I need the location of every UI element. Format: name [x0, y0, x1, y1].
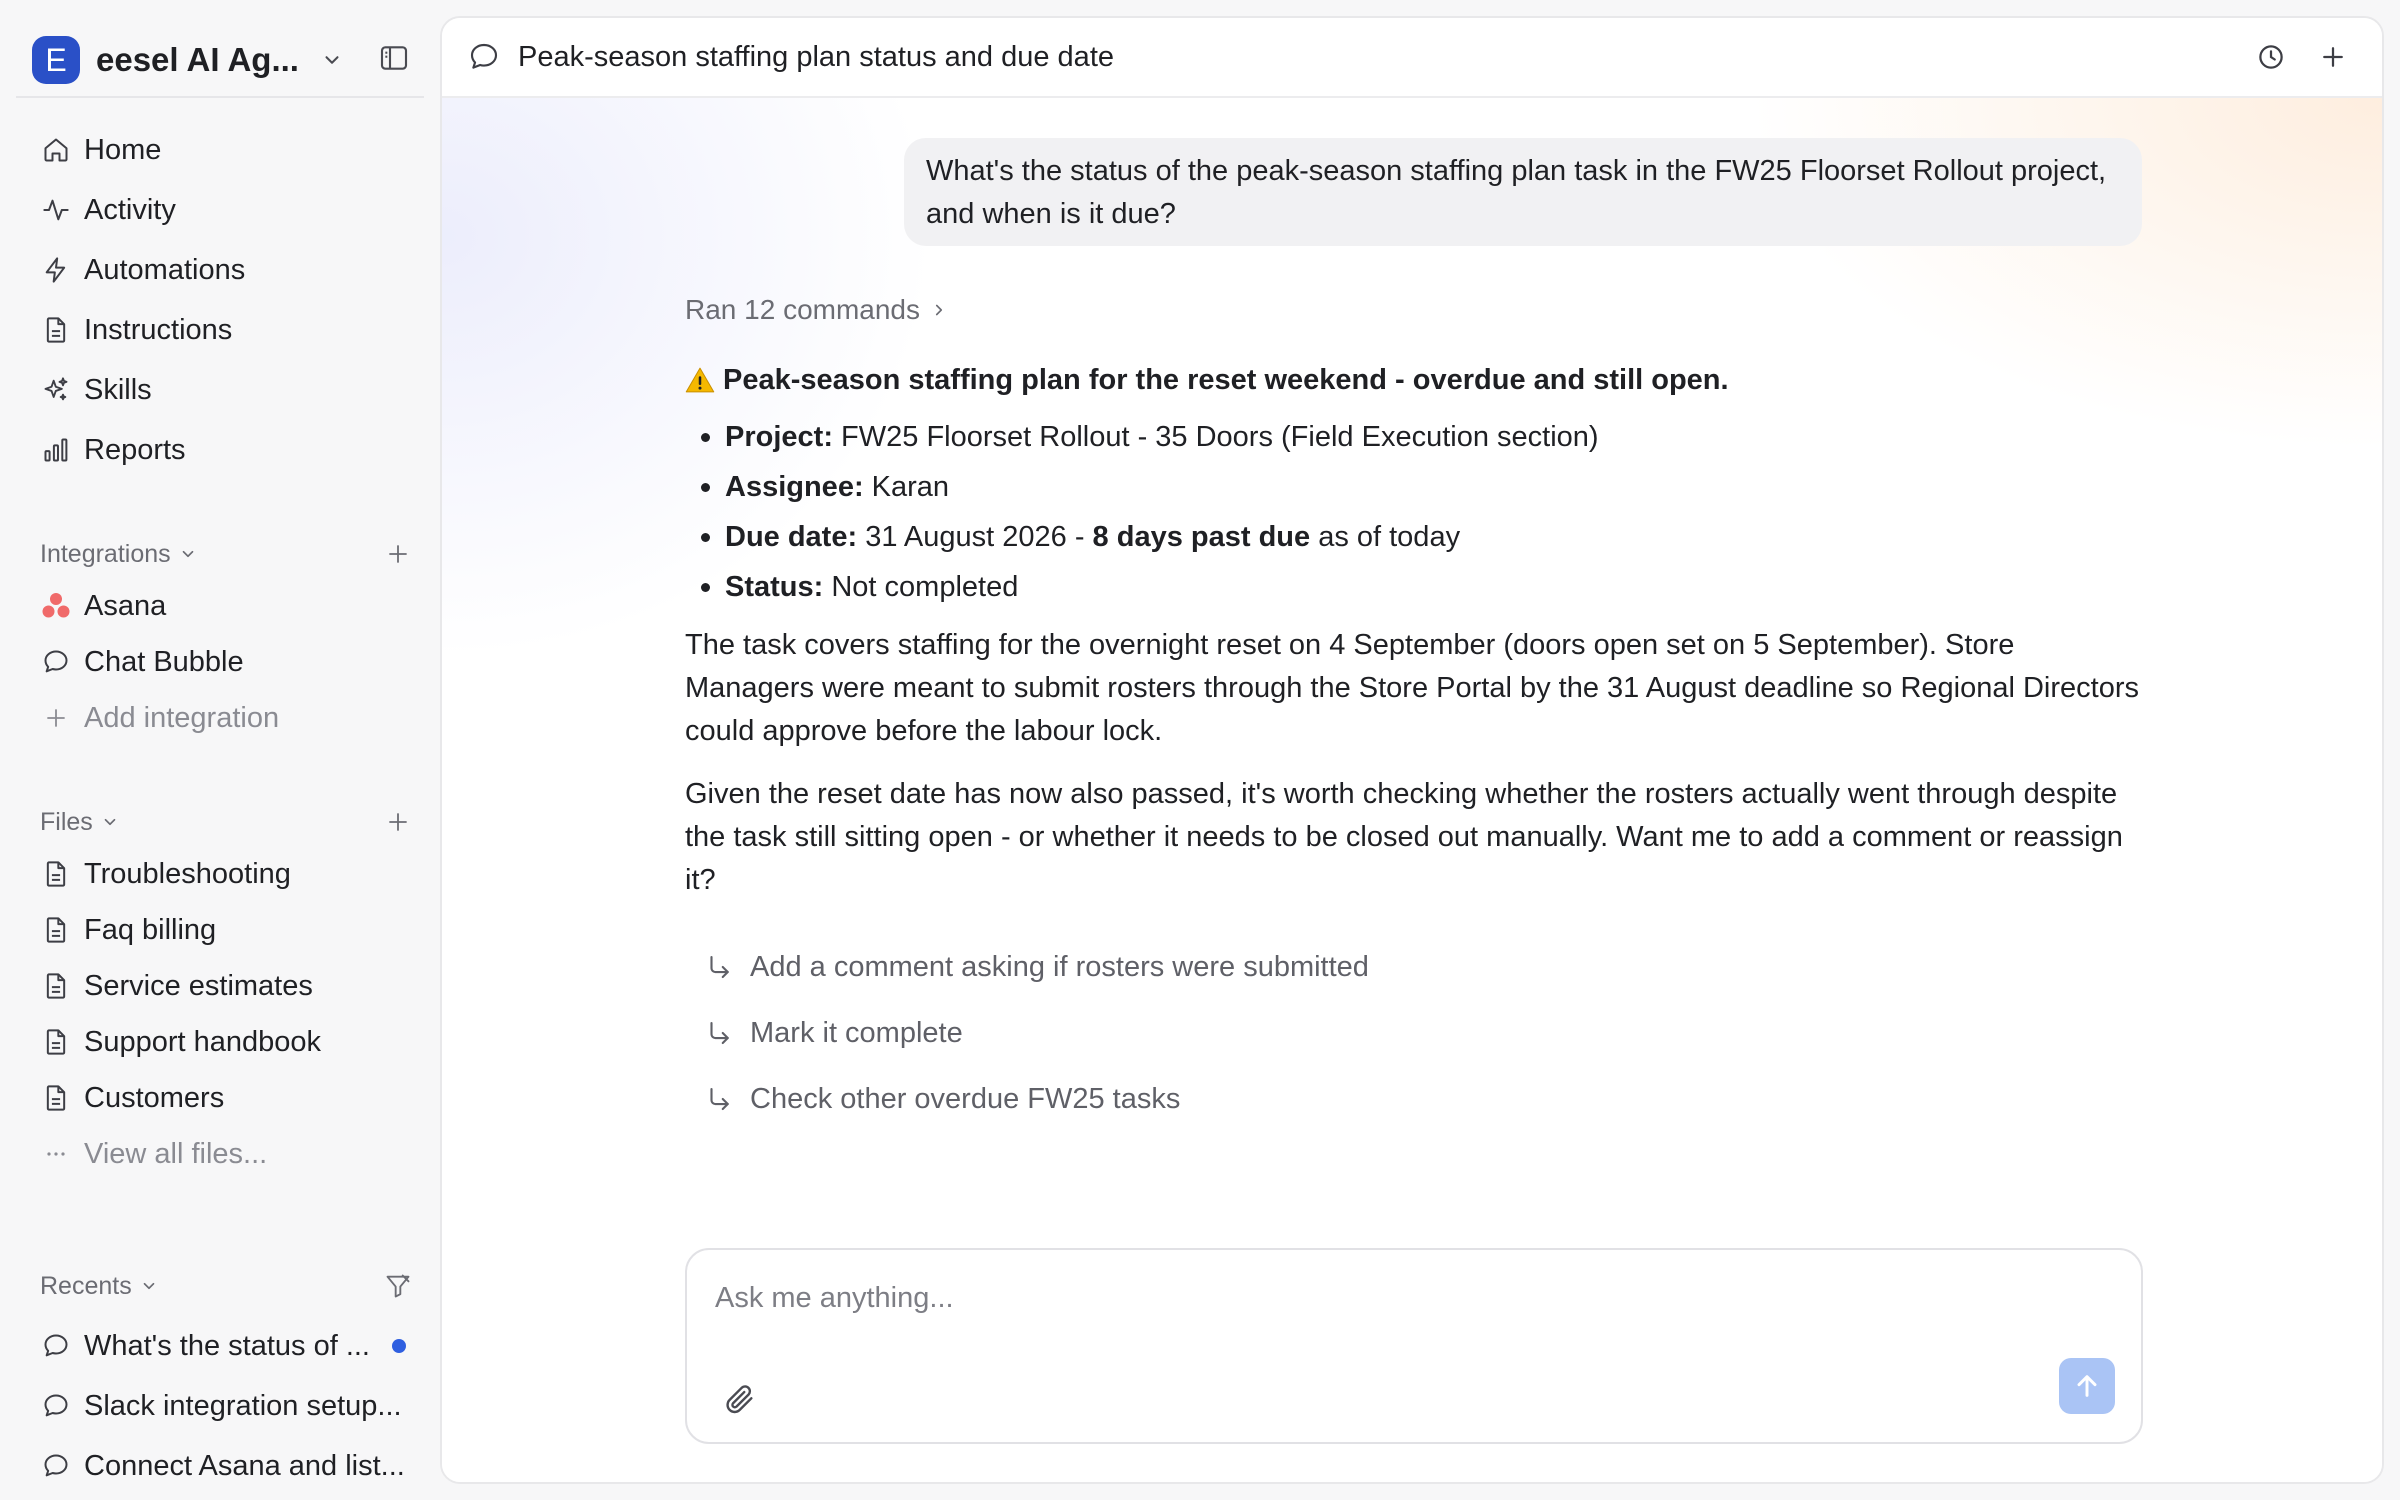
recent-chat-label: Connect Asana and list...	[84, 1449, 405, 1482]
reply-arrow-icon	[704, 952, 734, 982]
arrow-up-icon	[2071, 1370, 2103, 1402]
paperclip-icon[interactable]	[723, 1382, 757, 1416]
integration-chat-bubble[interactable]	[40, 640, 244, 684]
section-label: Integrations	[40, 539, 171, 568]
bolt-icon	[40, 254, 72, 286]
reply-arrow-icon	[704, 1018, 734, 1048]
filter-icon[interactable]	[382, 1270, 414, 1302]
file-item[interactable]	[40, 1076, 224, 1120]
recent-chat-item[interactable]	[40, 1324, 370, 1368]
detail-value: Not completed	[823, 571, 1019, 603]
sparkles-icon	[40, 374, 72, 406]
file-label: Customers	[84, 1081, 225, 1114]
user-message: What's the status of the peak-season staffing plan task in the FW25 Floorset Rollout project, and when is it due?	[904, 138, 2142, 246]
suggestion-label: Mark it complete	[750, 1016, 963, 1049]
recent-chat-item[interactable]	[40, 1384, 402, 1428]
chevron-down-icon	[321, 49, 343, 71]
chevron-down-icon	[179, 545, 197, 563]
document-icon	[40, 1026, 72, 1058]
suggestion-chip[interactable]	[704, 1000, 1369, 1066]
view-all-files-link[interactable]	[40, 1132, 267, 1176]
answer-paragraph: Given the reset date has now also passed, it's worth checking whether the rosters actually went through despite the task still sitting open - or whether it needs to be closed out manually. Want me to add a comment or reassign it?	[685, 778, 2123, 896]
detail-key: Project:	[725, 421, 833, 453]
unread-indicator	[392, 1339, 406, 1353]
sidebar-toggle-icon[interactable]	[378, 42, 410, 74]
nav-instructions[interactable]	[40, 308, 232, 352]
chat-panel	[440, 16, 2384, 1484]
add-file-plus-icon[interactable]	[382, 806, 414, 838]
recent-chat-item[interactable]	[40, 1444, 405, 1488]
message-composer	[685, 1248, 2143, 1444]
sidebar	[0, 0, 440, 1500]
reply-arrow-icon	[704, 1084, 734, 1114]
file-label: Troubleshooting	[84, 857, 291, 890]
list-item	[685, 562, 2145, 612]
detail-value: as of today	[1310, 521, 1461, 553]
nav-label: Skills	[84, 373, 152, 406]
integration-label: Chat Bubble	[84, 645, 244, 678]
overdue-emphasis: 8 days past due	[1092, 521, 1311, 553]
integrations-header[interactable]	[40, 536, 197, 572]
answer-details-list	[685, 412, 2145, 612]
recent-chat-label: What's the status of ...	[84, 1329, 370, 1362]
suggestion-list	[704, 934, 1369, 1132]
ran-commands-label: Ran 12 commands	[685, 294, 921, 325]
file-item[interactable]	[40, 852, 291, 896]
new-chat-plus-icon[interactable]	[2318, 42, 2348, 72]
list-item	[685, 512, 2145, 562]
suggestion-chip[interactable]	[704, 1066, 1369, 1132]
headline-text: Peak-season staffing plan for the reset weekend - overdue and still open.	[723, 363, 1729, 396]
detail-value: FW25 Floorset Rollout - 35 Doors (Field Execution section)	[832, 421, 1599, 453]
warning-icon	[685, 365, 715, 395]
file-label: Service estimates	[84, 969, 313, 1002]
files-header[interactable]	[40, 804, 119, 840]
add-integration-plus-icon[interactable]	[382, 538, 414, 570]
nav-label: Instructions	[84, 313, 233, 346]
add-integration-button[interactable]	[40, 696, 279, 740]
chat-bubble-icon	[468, 41, 500, 73]
document-icon	[40, 914, 72, 946]
suggestion-label: Check other overdue FW25 tasks	[750, 1082, 1181, 1115]
sidebar-divider	[16, 96, 424, 98]
chat-bubble-icon	[40, 646, 72, 678]
detail-value: Karan	[863, 471, 950, 503]
asana-icon	[40, 590, 72, 622]
ellipsis-icon	[40, 1138, 72, 1170]
document-icon	[40, 314, 72, 346]
section-label: Files	[40, 807, 93, 836]
file-item[interactable]	[40, 908, 216, 952]
answer-headline	[685, 358, 2145, 402]
nav-activity[interactable]	[40, 188, 176, 232]
document-icon	[40, 970, 72, 1002]
nav-reports[interactable]	[40, 428, 186, 472]
nav-label: Reports	[84, 433, 186, 466]
view-all-files-label: View all files...	[84, 1137, 268, 1170]
document-icon	[40, 858, 72, 890]
detail-key: Status:	[725, 571, 824, 603]
answer-paragraph: The task covers staffing for the overnight reset on 4 September (doors open set on 5 September). Store Managers were meant to submit rosters through the Store Portal by the 31 August deadline so Regional Directors could approve before the labour lock.	[685, 629, 2140, 747]
integration-asana[interactable]	[40, 584, 166, 628]
file-item[interactable]	[40, 964, 313, 1008]
add-integration-label: Add integration	[84, 701, 280, 734]
suggestion-label: Add a comment asking if rosters were submitted	[750, 950, 1369, 983]
workspace-switcher[interactable]	[16, 22, 424, 98]
document-icon	[40, 1082, 72, 1114]
integration-label: Asana	[84, 589, 167, 622]
nav-automations[interactable]	[40, 248, 245, 292]
message-input[interactable]	[715, 1270, 2095, 1326]
list-item	[685, 462, 2145, 512]
chevron-down-icon	[101, 813, 119, 831]
nav-label: Activity	[84, 193, 176, 226]
bar-chart-icon	[40, 434, 72, 466]
nav-home[interactable]	[40, 128, 161, 172]
section-label: Recents	[40, 1271, 132, 1300]
home-icon	[40, 134, 72, 166]
nav-label: Automations	[84, 253, 246, 286]
recents-header[interactable]	[40, 1268, 158, 1304]
workspace-name: eesel AI Ag...	[96, 41, 299, 78]
detail-value: 31 August 2026 -	[857, 521, 1093, 553]
chevron-right-icon	[930, 301, 948, 319]
activity-icon	[40, 194, 72, 226]
chat-topbar	[442, 18, 2382, 98]
send-button[interactable]	[2059, 1358, 2115, 1414]
assistant-answer	[685, 358, 2145, 902]
file-item[interactable]	[40, 1020, 321, 1064]
nav-skills[interactable]	[40, 368, 152, 412]
nav-label: Home	[84, 133, 162, 166]
file-label: Support handbook	[84, 1025, 322, 1058]
chat-content	[442, 98, 2382, 1484]
workspace-logo: E	[32, 36, 80, 84]
chat-bubble-icon	[40, 1330, 72, 1362]
chat-bubble-icon	[40, 1450, 72, 1482]
chat-bubble-icon	[40, 1390, 72, 1422]
suggestion-chip[interactable]	[704, 934, 1369, 1000]
list-item	[685, 412, 2145, 462]
file-label: Faq billing	[84, 913, 217, 946]
chevron-down-icon	[140, 1277, 158, 1295]
chat-title: Peak-season staffing plan status and due date	[518, 40, 1115, 73]
detail-key: Assignee:	[725, 471, 864, 503]
ran-commands-toggle[interactable]	[685, 294, 948, 326]
recent-chat-label: Slack integration setup...	[84, 1389, 402, 1422]
detail-key: Due date:	[725, 521, 858, 553]
plus-icon	[40, 702, 72, 734]
history-icon[interactable]	[2256, 42, 2286, 72]
